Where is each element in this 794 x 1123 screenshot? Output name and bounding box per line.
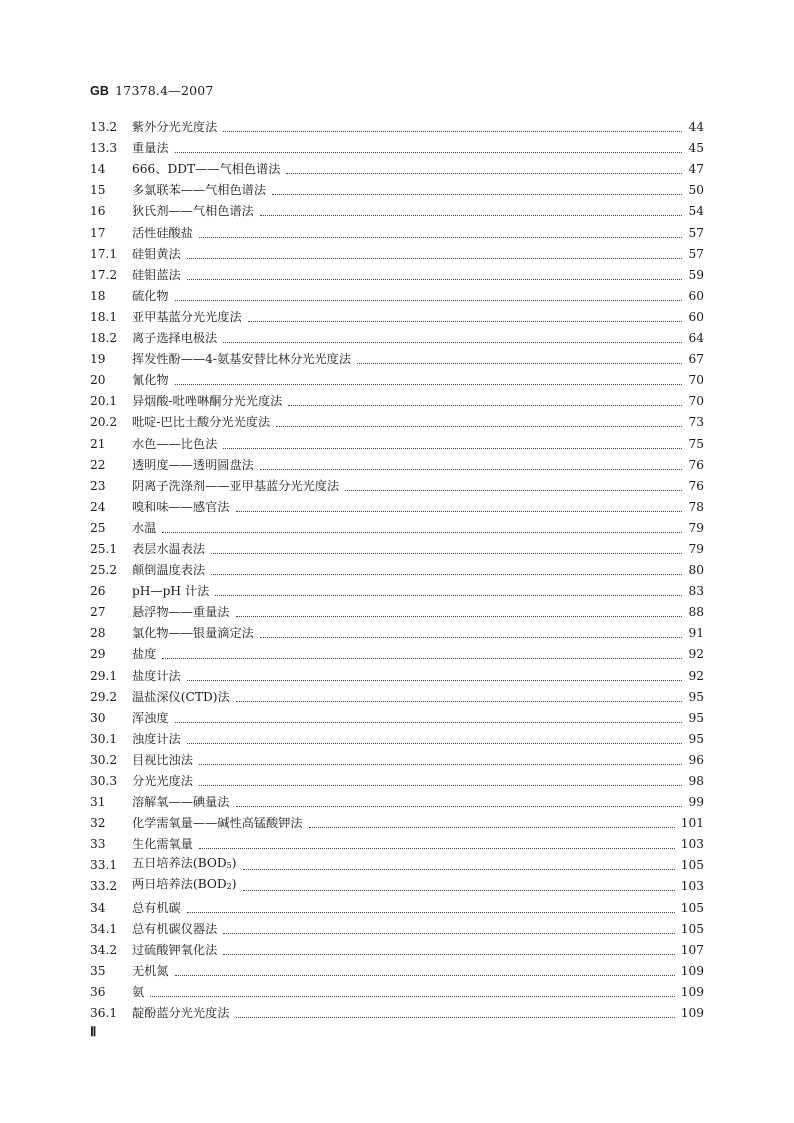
toc-entry-page: 78 <box>688 499 704 514</box>
dot-leader <box>187 257 682 259</box>
toc-entry-page: 105 <box>680 900 704 915</box>
toc-entry-title-text: 紫外分光光度法 <box>132 120 218 135</box>
toc-entry[interactable] <box>90 581 704 602</box>
dot-leader <box>260 636 682 638</box>
toc-entry-title <box>132 729 181 750</box>
toc-entry-title-text: 浑浊度 <box>132 710 169 725</box>
dot-leader <box>276 425 682 427</box>
dot-leader <box>199 763 682 765</box>
toc-entry-page: 109 <box>680 984 704 999</box>
toc-entry-page: 95 <box>688 689 704 704</box>
toc-entry-page: 99 <box>688 795 704 810</box>
toc-entry[interactable] <box>90 455 704 476</box>
toc-entry-number: 33.2 <box>90 879 118 894</box>
toc-entry-number: 26 <box>90 584 106 599</box>
toc-entry-page: 91 <box>688 626 704 641</box>
toc-entry-page: 70 <box>688 394 704 409</box>
toc-entry-title <box>132 771 193 792</box>
toc-entry-number: 13.2 <box>90 120 118 135</box>
toc-entry[interactable] <box>90 307 704 328</box>
toc-entry-number: 30.3 <box>90 774 118 788</box>
toc-entry[interactable] <box>90 940 704 961</box>
toc-entry-title-text: 生化需氧量 <box>132 837 193 852</box>
toc-entry[interactable] <box>90 328 704 349</box>
toc-entry-page: 59 <box>688 267 704 282</box>
dot-leader <box>187 679 682 681</box>
toc-entry-title <box>132 644 156 665</box>
toc-entry-number: 20 <box>90 373 106 388</box>
toc-entry-title <box>132 180 266 201</box>
toc-entry-title <box>132 853 237 876</box>
toc-entry-number: 35 <box>90 963 106 978</box>
toc-entry-page: 98 <box>688 774 704 788</box>
dot-leader <box>199 847 675 849</box>
toc-entry[interactable] <box>90 476 704 497</box>
toc-entry[interactable] <box>90 201 704 222</box>
dot-leader <box>223 932 674 934</box>
toc-entry-title <box>132 750 193 771</box>
toc-entry-number: 27 <box>90 605 106 620</box>
toc-entry-title-text: 表层水温表法 <box>132 541 206 556</box>
toc-entry[interactable] <box>90 687 704 708</box>
toc-entry[interactable] <box>90 518 704 539</box>
toc-entry-page: 45 <box>688 141 704 156</box>
toc-entry-number: 23 <box>90 478 106 493</box>
toc-entry-title-end: ) <box>231 877 237 892</box>
dot-leader <box>162 657 682 659</box>
dot-leader <box>175 299 682 301</box>
dot-leader <box>199 236 682 238</box>
toc-entry-title <box>132 518 156 539</box>
toc-entry-page: 76 <box>688 478 704 493</box>
toc-entry-page: 75 <box>688 436 704 451</box>
dot-leader <box>223 447 682 449</box>
toc-entry-title-text: 狄氏剂——气相色谱法 <box>132 204 254 219</box>
dot-leader <box>187 911 675 913</box>
toc-entry-number: 22 <box>90 457 106 472</box>
toc-entry-title-text: 活性硅酸盐 <box>132 225 193 240</box>
toc-entry-page: 83 <box>688 584 704 599</box>
dot-leader <box>211 552 682 554</box>
toc-entry-title <box>132 476 339 497</box>
toc-entry-number: 25.2 <box>90 563 118 578</box>
toc-entry[interactable] <box>90 412 704 433</box>
toc-entry[interactable] <box>90 222 704 243</box>
dot-leader <box>236 615 683 617</box>
toc-entry-title <box>132 370 169 391</box>
dot-leader <box>236 805 683 807</box>
toc-entry-number: 21 <box>90 436 106 451</box>
toc-entry-title-text: 氨 <box>132 984 145 999</box>
toc-entry[interactable] <box>90 834 704 855</box>
toc-entry-title-text: 离子选择电极法 <box>132 331 218 346</box>
toc-entry-number: 34 <box>90 900 106 915</box>
toc-entry-page: 44 <box>688 120 704 135</box>
dot-leader <box>236 510 683 512</box>
toc-entry[interactable] <box>90 729 704 750</box>
toc-entry-title-text: 靛酚蓝分光光度法 <box>132 1006 230 1021</box>
dot-leader <box>243 889 675 891</box>
page-header <box>90 83 214 98</box>
toc-entry-page: 92 <box>688 668 704 683</box>
toc-entry-page: 109 <box>680 1006 704 1021</box>
toc-entry-page: 107 <box>680 942 704 957</box>
toc-entry-page: 105 <box>680 858 704 873</box>
toc-entry-title-text: 两日培养法(BOD <box>132 877 227 892</box>
dot-leader <box>236 700 682 702</box>
dot-leader <box>199 784 682 786</box>
toc-entry-number: 34.2 <box>90 942 118 957</box>
toc-entry-title <box>132 961 169 982</box>
toc-entry-number: 30.1 <box>90 731 118 746</box>
toc-entry[interactable] <box>90 159 704 180</box>
toc-entry-title-text: 盐度 <box>132 647 157 662</box>
toc-entry-page: 109 <box>680 963 704 978</box>
dot-leader <box>215 594 682 596</box>
toc-entry-title <box>132 412 270 433</box>
toc-entry-title-text: 硅钼黄法 <box>132 246 181 261</box>
toc-entry-title-text: pH—pH 计法 <box>132 584 210 599</box>
standard-code: GB <box>90 84 110 98</box>
toc-entry[interactable] <box>90 265 704 286</box>
toc-entry-page: 50 <box>688 183 704 198</box>
toc-entry-number: 20.2 <box>90 415 118 430</box>
toc-entry-number: 34.1 <box>90 921 118 936</box>
dot-leader <box>211 573 682 575</box>
toc-entry-title <box>132 223 193 244</box>
dot-leader <box>357 362 682 364</box>
toc-entry-number: 18.2 <box>90 331 118 346</box>
toc-entry-number: 31 <box>90 795 106 810</box>
toc-entry-page: 47 <box>688 162 704 177</box>
toc-entry[interactable] <box>90 792 704 813</box>
dot-leader <box>175 151 682 153</box>
toc-entry-page: 92 <box>688 647 704 662</box>
dot-leader <box>175 383 682 385</box>
toc-entry-page: 95 <box>688 731 704 746</box>
toc-entry[interactable] <box>90 349 704 370</box>
toc-entry[interactable] <box>90 750 704 771</box>
toc-entry-page: 103 <box>680 879 704 894</box>
toc-entry[interactable] <box>90 539 704 560</box>
toc-entry-title-text: 总有机碳仪器法 <box>132 921 218 936</box>
toc-entry-number: 29 <box>90 647 106 662</box>
toc-entry-title-text: 挥发性酚——4-氨基安替比林分光光度法 <box>132 352 352 367</box>
toc-entry-title <box>132 349 351 370</box>
toc-entry[interactable] <box>90 708 704 729</box>
dot-leader <box>260 214 682 216</box>
toc-entry-number: 20.1 <box>90 394 118 409</box>
toc-entry[interactable] <box>90 813 704 834</box>
toc-entry-page: 64 <box>688 331 704 346</box>
toc-entry-number: 16 <box>90 204 106 219</box>
toc-entry[interactable] <box>90 897 704 918</box>
toc-entry-title <box>132 687 230 708</box>
toc-entry-title <box>132 539 205 560</box>
toc-entry-title <box>132 602 230 623</box>
toc-entry[interactable] <box>90 117 704 138</box>
toc-entry[interactable] <box>90 919 704 940</box>
toc-entry-title-text: 悬浮物——重量法 <box>132 605 230 620</box>
dot-leader <box>223 341 682 343</box>
toc-entry-title <box>132 982 144 1003</box>
dot-leader <box>223 953 674 955</box>
toc-entry-title-text: 水温 <box>132 520 157 535</box>
toc-entry-title-text: 异烟酸-吡唑啉酮分光光度法 <box>132 394 283 409</box>
toc-entry-title-text: 吡啶-巴比土酸分光光度法 <box>132 415 271 430</box>
toc-entry[interactable] <box>90 876 704 897</box>
dot-leader <box>150 995 675 997</box>
toc-entry[interactable] <box>90 602 704 623</box>
toc-entry-page: 88 <box>688 605 704 620</box>
toc-entry-page: 60 <box>688 309 704 324</box>
toc-entry[interactable] <box>90 982 704 1003</box>
toc-entry-page: 67 <box>688 352 704 367</box>
toc-entry-number: 32 <box>90 816 106 831</box>
dot-leader <box>187 278 682 280</box>
toc-entry-title-text: 水色——比色法 <box>132 436 218 451</box>
toc-entry[interactable] <box>90 644 704 665</box>
toc-entry-page: 105 <box>680 921 704 936</box>
toc-entry-number: 30.2 <box>90 752 118 767</box>
toc-entry-number: 17.2 <box>90 267 118 282</box>
toc-entry-title <box>132 434 217 455</box>
toc-entry-title <box>132 201 254 222</box>
toc-entry-title-text: 重量法 <box>132 141 169 156</box>
dot-leader <box>175 721 682 723</box>
toc-entry[interactable] <box>90 180 704 201</box>
toc-entry-title-text: 分光光度法 <box>132 774 193 788</box>
toc-entry-title <box>132 307 242 328</box>
toc-entry-title <box>132 940 217 961</box>
toc-entry-number: 33.1 <box>90 858 118 873</box>
toc-entry-title <box>132 813 303 834</box>
toc-entry-title-text: 无机氮 <box>132 963 169 978</box>
dot-leader <box>345 489 682 491</box>
toc-entry-title-text: 硫化物 <box>132 288 169 303</box>
toc-entry-subscript: 5 <box>226 861 232 871</box>
toc-entry-title-text: 嗅和味——感官法 <box>132 499 230 514</box>
toc-entry[interactable] <box>90 497 704 518</box>
toc-entry-title <box>132 581 209 602</box>
toc-entry-title-text: 化学需氧量——碱性高锰酸钾法 <box>132 816 303 831</box>
table-of-contents <box>90 117 704 1024</box>
standard-number: 17378.4—2007 <box>115 83 214 98</box>
toc-entry-title <box>132 497 230 518</box>
toc-entry-title-text: 氯化物——银量滴定法 <box>132 626 254 641</box>
toc-entry-title-text: 目视比浊法 <box>132 752 193 767</box>
toc-entry-title <box>132 666 181 687</box>
toc-entry-page: 95 <box>688 710 704 725</box>
dot-leader <box>223 130 682 132</box>
dot-leader <box>260 468 682 470</box>
toc-entry-page: 79 <box>688 541 704 556</box>
toc-entry-title-end: ) <box>231 856 237 871</box>
toc-entry-number: 28 <box>90 626 106 641</box>
toc-entry-title-text: 盐度计法 <box>132 668 181 683</box>
toc-entry-title <box>132 117 217 138</box>
toc-entry-number: 29.2 <box>90 689 118 704</box>
toc-entry-number: 25.1 <box>90 541 118 556</box>
toc-entry-title-text: 亚甲基蓝分光光度法 <box>132 309 242 324</box>
toc-entry-number: 13.3 <box>90 141 118 156</box>
toc-entry-title-text: 颠倒温度表法 <box>132 563 206 578</box>
toc-entry[interactable] <box>90 286 704 307</box>
toc-entry-number: 36 <box>90 984 106 999</box>
toc-entry-number: 30 <box>90 710 106 725</box>
toc-entry-title-text: 氰化物 <box>132 373 169 388</box>
dot-leader <box>175 974 675 976</box>
toc-entry[interactable] <box>90 244 704 265</box>
toc-entry-number: 33 <box>90 837 106 852</box>
toc-entry-title-text: 过硫酸钾氧化法 <box>132 942 218 957</box>
page-number-roman: Ⅱ <box>90 1024 97 1039</box>
toc-entry-title <box>132 623 254 644</box>
toc-entry-title-text: 阴离子洗涤剂——亚甲基蓝分光光度法 <box>132 478 340 493</box>
toc-entry-title-text: 浊度计法 <box>132 731 181 746</box>
toc-entry-title <box>132 1003 230 1024</box>
toc-entry-title <box>132 138 169 159</box>
toc-entry-number: 36.1 <box>90 1006 118 1021</box>
toc-entry[interactable] <box>90 560 704 581</box>
dot-leader <box>286 172 682 174</box>
toc-entry-title-text: 多氯联苯——气相色谱法 <box>132 183 267 198</box>
dot-leader <box>248 320 682 322</box>
toc-entry-title <box>132 286 169 307</box>
toc-entry-page: 96 <box>688 752 704 767</box>
dot-leader <box>187 742 682 744</box>
toc-entry-title <box>132 455 254 476</box>
toc-entry-page: 70 <box>688 373 704 388</box>
toc-entry-title-text: 温盐深仪(CTD)法 <box>132 689 230 704</box>
toc-entry-title <box>132 159 280 180</box>
toc-entry-page: 101 <box>680 816 704 831</box>
toc-entry-number: 17 <box>90 225 106 240</box>
dot-leader <box>309 826 675 828</box>
toc-entry-page: 73 <box>688 415 704 430</box>
toc-entry-page: 60 <box>688 288 704 303</box>
dot-leader <box>236 1016 675 1018</box>
toc-entry-page: 76 <box>688 457 704 472</box>
toc-entry-number: 14 <box>90 162 106 177</box>
dot-leader <box>162 531 682 533</box>
toc-entry-title <box>132 265 181 286</box>
toc-entry-number: 18 <box>90 288 106 303</box>
toc-entry-title <box>132 328 217 349</box>
toc-entry[interactable] <box>90 623 704 644</box>
toc-entry-title-text: 五日培养法(BOD <box>132 856 227 871</box>
toc-entry-title-text: 溶解氧——碘量法 <box>132 795 230 810</box>
toc-entry-title <box>132 874 237 897</box>
toc-entry[interactable] <box>90 855 704 876</box>
toc-entry[interactable] <box>90 1003 704 1024</box>
toc-entry-page: 103 <box>680 837 704 852</box>
toc-entry-title-text: 硅钼蓝法 <box>132 267 181 282</box>
toc-entry[interactable] <box>90 961 704 982</box>
toc-entry-page: 79 <box>688 520 704 535</box>
toc-entry-title-text: 666、DDT——气相色谱法 <box>132 162 281 177</box>
toc-entry[interactable] <box>90 391 704 412</box>
toc-entry-number: 17.1 <box>90 246 118 261</box>
toc-entry-number: 29.1 <box>90 668 118 683</box>
toc-entry-number: 15 <box>90 183 106 198</box>
toc-entry-number: 18.1 <box>90 309 118 324</box>
toc-entry-page: 57 <box>688 246 704 261</box>
toc-entry-title <box>132 898 181 919</box>
dot-leader <box>288 404 682 406</box>
toc-entry-page: 80 <box>688 563 704 578</box>
toc-entry-title <box>132 244 181 265</box>
toc-entry-number: 19 <box>90 352 106 367</box>
toc-entry-title <box>132 708 169 729</box>
toc-entry-title <box>132 919 217 940</box>
dot-leader <box>272 193 682 195</box>
toc-entry-page: 54 <box>688 204 704 219</box>
toc-entry-title-text: 透明度——透明圆盘法 <box>132 457 254 472</box>
toc-entry[interactable] <box>90 138 704 159</box>
toc-entry-subscript: 2 <box>226 882 232 892</box>
toc-entry[interactable] <box>90 665 704 686</box>
toc-entry-title <box>132 792 230 813</box>
toc-entry-title <box>132 834 193 855</box>
toc-entry-title <box>132 560 205 581</box>
dot-leader <box>243 868 675 870</box>
toc-entry-title-text: 总有机碳 <box>132 900 181 915</box>
toc-entry-title <box>132 391 282 412</box>
toc-entry-page: 57 <box>688 225 704 240</box>
toc-entry-number: 24 <box>90 499 106 514</box>
toc-entry[interactable] <box>90 771 704 792</box>
toc-entry[interactable] <box>90 370 704 391</box>
toc-entry[interactable] <box>90 433 704 454</box>
toc-entry-number: 25 <box>90 520 106 535</box>
